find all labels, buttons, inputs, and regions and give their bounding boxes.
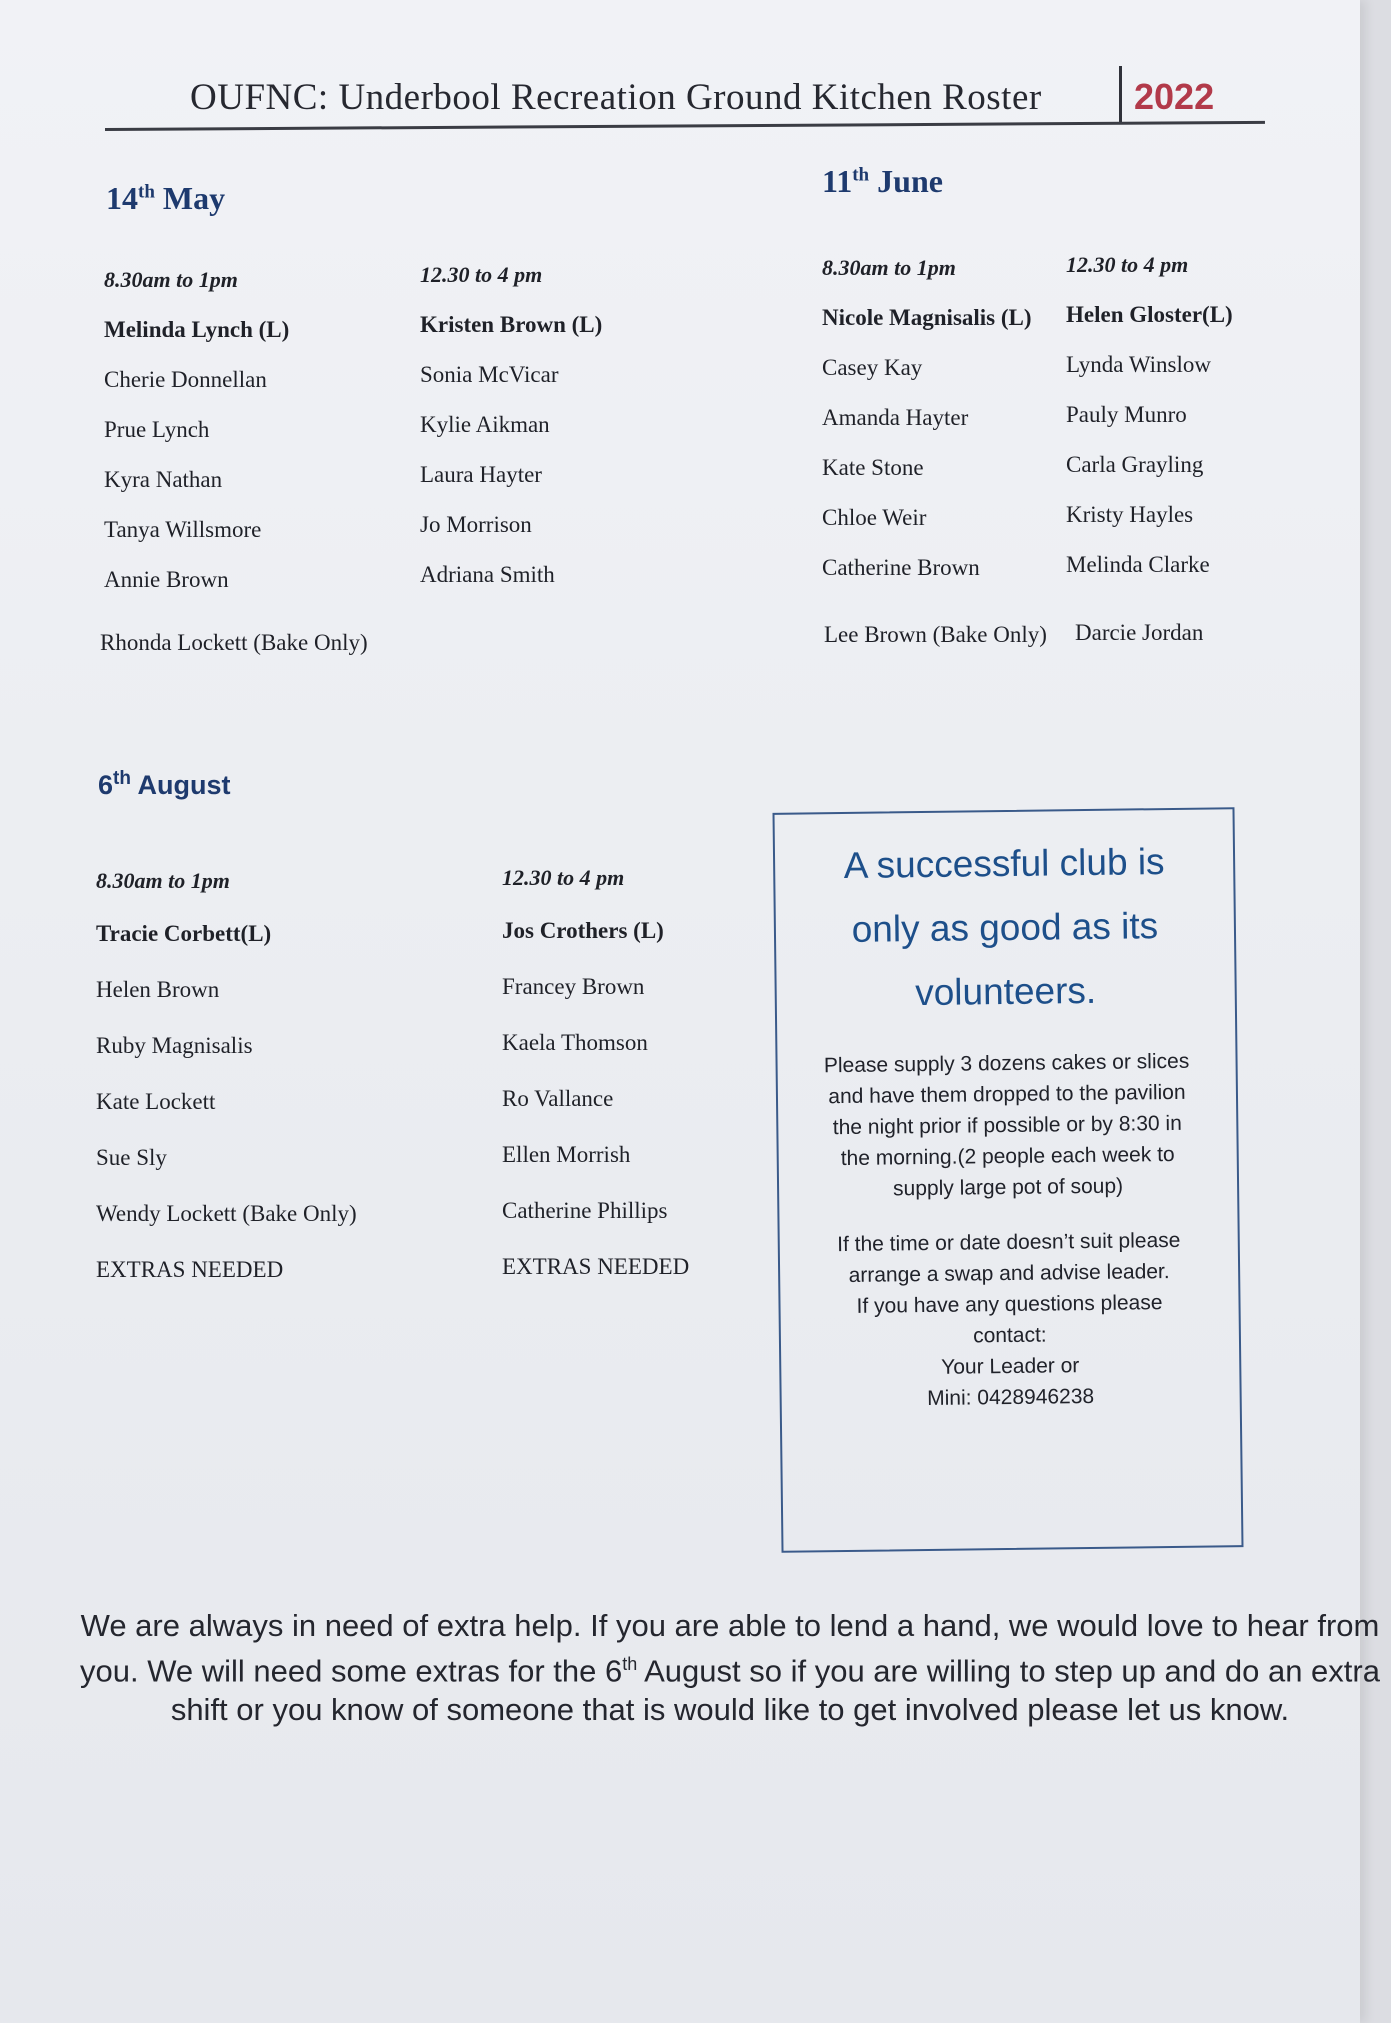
may-afternoon-shift	[420, 250, 602, 600]
title-underline	[105, 121, 1265, 131]
volunteer: Pauly Munro	[1066, 402, 1187, 427]
volunteer: Kaela Thomson	[502, 1030, 648, 1055]
extra-help-paragraph: We are always in need of extra help. If you are able to lend a hand, we would love to hear from you. We will need some extras for the 6th August so if you are willing to step up and do an extra shift or you know of someone that is would like to get involved please let us know.	[80, 1608, 1380, 1728]
shift-time: 8.30am to 1pm	[104, 267, 238, 292]
volunteer: Ellen Morrish	[502, 1142, 631, 1167]
roster-year: 2022	[1134, 76, 1215, 117]
august-afternoon-shift	[502, 853, 689, 1295]
volunteer: Sonia McVicar	[420, 362, 559, 387]
june-morning-shift	[822, 243, 1032, 593]
volunteer: Catherine Phillips	[502, 1198, 668, 1223]
volunteer: Casey Kay	[822, 355, 923, 380]
volunteer: Cherie Donnellan	[104, 367, 267, 392]
volunteer: Francey Brown	[502, 974, 645, 999]
volunteer: Kate Stone	[822, 455, 924, 480]
date-heading-june: 11th June	[822, 163, 943, 199]
shift-leader: Helen Gloster(L)	[1066, 302, 1233, 327]
contact-phone: Mini: 0428946238	[927, 1384, 1095, 1411]
page-title: OUFNC: Underbool Recreation Ground Kitchen Roster	[190, 77, 1042, 118]
shift-time: 12.30 to 4 pm	[420, 262, 543, 287]
volunteer: Laura Hayter	[420, 462, 542, 487]
date-heading-august: 6th August	[98, 768, 231, 800]
volunteer: Kate Lockett	[96, 1089, 216, 1114]
bake-only-volunteer: Rhonda Lockett (Bake Only)	[100, 630, 368, 655]
club-motto: A successful club is only as good as its volunteers.	[843, 841, 1165, 1014]
shift-leader: Kristen Brown (L)	[420, 312, 603, 337]
volunteer: Ro Vallance	[502, 1086, 614, 1111]
june-afternoon-shift	[1066, 240, 1233, 590]
shift-time: 8.30am to 1pm	[96, 868, 230, 893]
swap-and-contact-info: If the time or date doesn’t suit please arrange a swap and advise leader. If you have any questions please contact: Your Leader or Mini: 0428946238	[794, 1224, 1226, 1415]
extras-needed: EXTRAS NEEDED	[96, 1257, 284, 1282]
volunteer: Jo Morrison	[420, 512, 532, 537]
volunteer: Lynda Winslow	[1066, 352, 1211, 377]
volunteer: Helen Brown	[96, 977, 220, 1002]
volunteer: Kristy Hayles	[1066, 502, 1194, 527]
shift-leader: Melinda Lynch (L)	[104, 317, 290, 342]
shift-leader: Nicole Magnisalis (L)	[822, 305, 1032, 330]
volunteer: Melinda Clarke	[1066, 552, 1210, 577]
may-morning-shift	[104, 255, 289, 605]
shift-time: 12.30 to 4 pm	[502, 865, 625, 890]
volunteer: Catherine Brown	[822, 555, 980, 580]
volunteer: Tanya Willsmore	[104, 517, 262, 542]
bake-only-volunteer: Lee Brown (Bake Only)	[824, 622, 1047, 647]
volunteer: Carla Grayling	[1066, 452, 1204, 477]
volunteer: Sue Sly	[96, 1145, 167, 1170]
volunteer: Kylie Aikman	[420, 412, 550, 437]
volunteer-notice-box	[772, 807, 1243, 1553]
extras-needed: EXTRAS NEEDED	[502, 1254, 690, 1279]
title-divider	[1119, 66, 1122, 124]
volunteer: Wendy Lockett (Bake Only)	[96, 1201, 357, 1226]
extra-volunteer: Darcie Jordan	[1075, 620, 1204, 645]
shift-time: 8.30am to 1pm	[822, 255, 956, 280]
shift-time: 12.30 to 4 pm	[1066, 252, 1189, 277]
shift-leader: Tracie Corbett(L)	[96, 921, 272, 946]
shift-leader: Jos Crothers (L)	[502, 918, 664, 943]
volunteer: Chloe Weir	[822, 505, 927, 530]
volunteer: Amanda Hayter	[822, 405, 969, 430]
supply-instructions: Please supply 3 dozens cakes or slices and have them dropped to the pavilion the night prior if possible or by 8:30 in the morning.(2 people each week to supply large pot of soup)	[823, 1049, 1190, 1201]
volunteer: Annie Brown	[104, 567, 229, 592]
date-heading-may: 14th May	[106, 180, 226, 216]
volunteer: Prue Lynch	[104, 417, 210, 442]
volunteer: Ruby Magnisalis	[96, 1033, 253, 1058]
volunteer: Kyra Nathan	[104, 467, 223, 492]
volunteer: Adriana Smith	[420, 562, 555, 587]
august-morning-shift	[96, 856, 357, 1298]
